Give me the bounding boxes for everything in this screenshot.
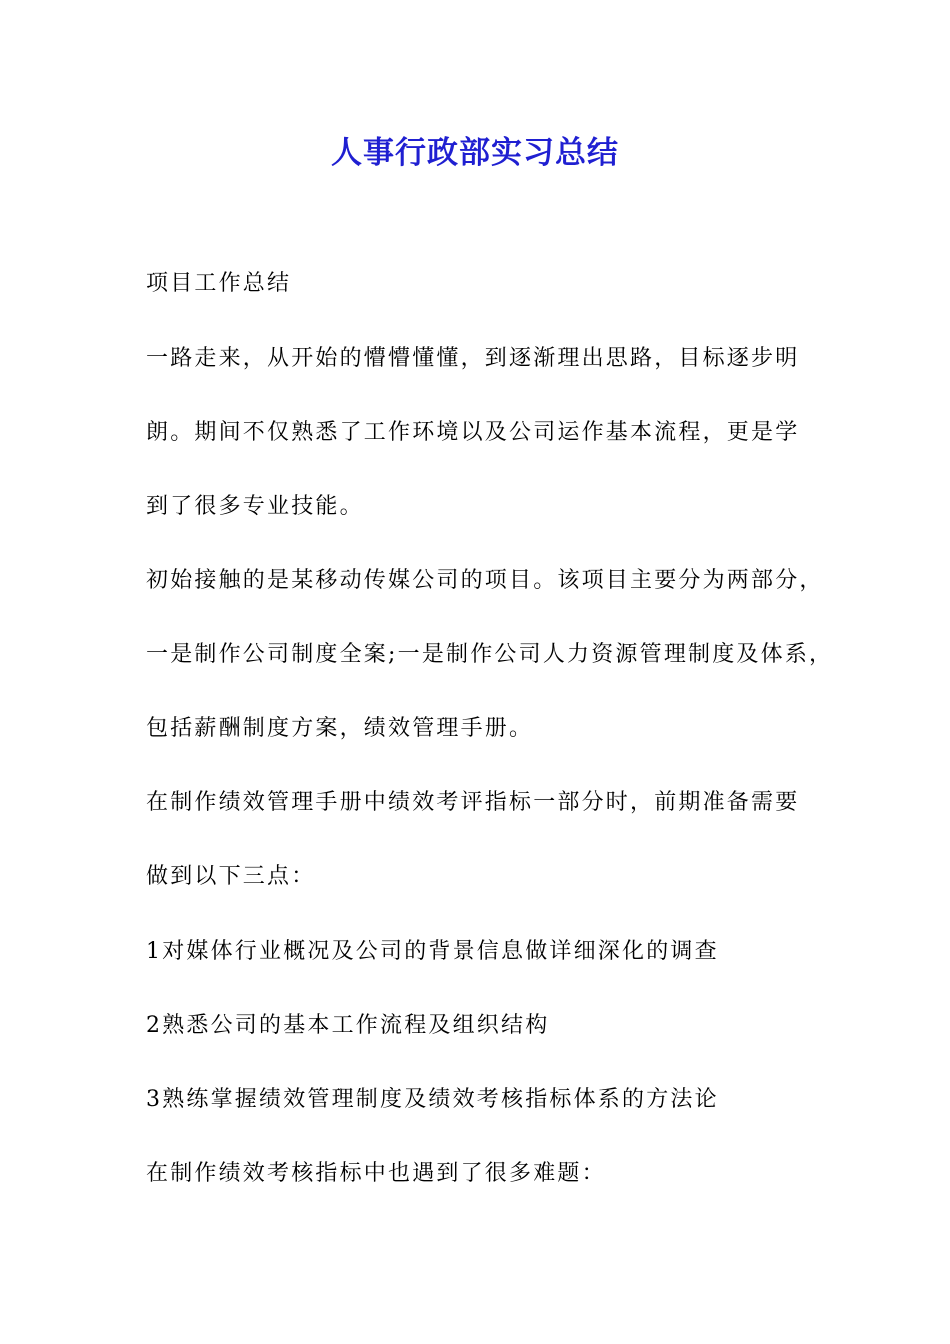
paragraph-line: 到了很多专业技能。 [146,494,364,519]
paragraph-line: 在制作绩效管理手册中绩效考评指标一部分时，前期准备需要 [146,790,800,815]
list-item: 3熟练掌握绩效管理制度及绩效考核指标体系的方法论 [146,1087,719,1112]
document-title: 人事行政部实习总结 [331,135,619,171]
list-item: 1对媒体行业概况及公司的背景信息做详细深化的调查 [146,939,719,964]
paragraph-line: 一是制作公司制度全案;一是制作公司人力资源管理制度及体系， [146,642,834,667]
paragraph-line: 包括薪酬制度方案，绩效管理手册。 [146,716,534,741]
paragraph-line: 做到以下三点： [146,864,316,889]
paragraph-line: 朗。期间不仅熟悉了工作环境以及公司运作基本流程，更是学 [146,420,800,445]
paragraph-line: 初始接触的是某移动传媒公司的项目。该项目主要分为两部分， [146,568,824,593]
section-heading: 项目工作总结 [146,271,292,296]
paragraph-line: 在制作绩效考核指标中也遇到了很多难题： [146,1161,606,1186]
paragraph-line: 一路走来，从开始的懵懵懂懂，到逐渐理出思路，目标逐步明 [146,346,800,371]
list-item: 2熟悉公司的基本工作流程及组织结构 [146,1013,550,1038]
